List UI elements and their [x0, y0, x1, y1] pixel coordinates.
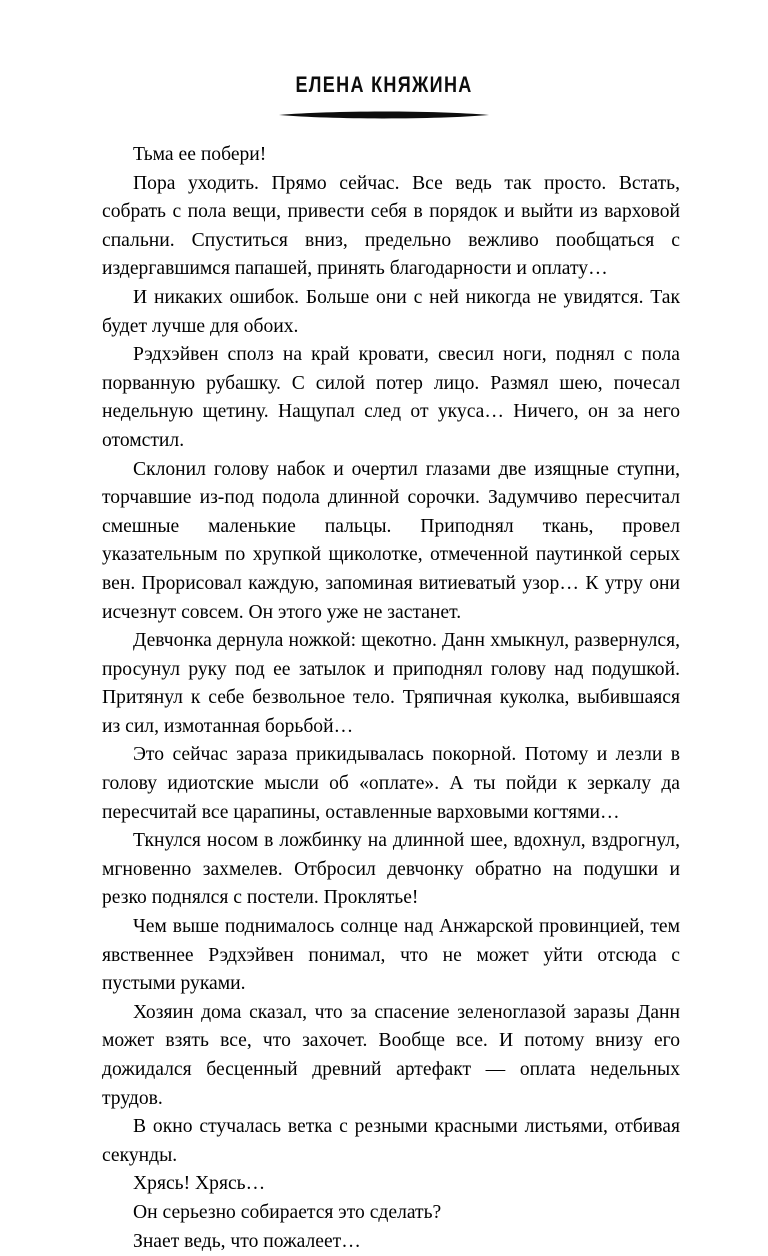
body-paragraph: Чем выше поднималось солнце над Анжарской провинцией, тем явственнее Рэдхэйвен понимал, что не может уйти отсюда с пустыми руками. — [102, 916, 680, 995]
body-paragraph: Знает ведь, что пожалеет… — [133, 1230, 361, 1252]
body-paragraph: Девчонка дернула ножкой: щекотно. Данн хмыкнул, развернулся, просунул руку под ее затылок и приподнял голову над подушкой. Притянул к себе безвольное тело. Тряпичная куколка, выбившаяся из сил, измотанная борьбой… — [102, 630, 680, 737]
body-paragraph: Хрясь! Хрясь… — [133, 1173, 266, 1195]
body-paragraph: Это сейчас зараза прикидывалась покорной. Потому и лезли в голову идиотские мысли об «оплате». А ты пойди к зеркалу да пересчитай все царапины, оставленные варховыми когтями… — [102, 744, 680, 823]
body-paragraph: Ткнулся носом в ложбинку на длинной шее, вдохнул, вздрогнул, мгновенно захмелев. Отбросил девчонку обратно на подушки и резко поднялся с постели. Проклятье! — [102, 830, 680, 909]
body-text — [102, 141, 680, 1256]
body-paragraph: И никаких ошибок. Больше они с ней никогда не увидятся. Так будет лучше для обоих. — [102, 286, 680, 337]
body-paragraph: Хозяин дома сказал, что за спасение зеленоглазой заразы Данн может взять все, что захочет. Вообще все. И потому внизу его дожидался бесценный древний артефакт — оплата недельных трудов. — [102, 1001, 680, 1109]
body-paragraph: Пора уходить. Прямо сейчас. Все ведь так просто. Встать, собрать с пола вещи, привести себя в порядок и выйти из варховой спальни. Спуститься вниз, предельно вежливо пообщаться с издергавшимся папашей, принять благодарности и оплату… — [102, 172, 680, 280]
body-paragraph: Он серьезно собирается это сделать? — [133, 1201, 442, 1223]
body-paragraph: Рэдхэйвен сполз на край кровати, свесил ноги, поднял с пола порванную рубашку. С силой потер лицо. Размял шею, почесал недельную щетину. Нащупал след от укуса… Ничего, он за него отомстил. — [102, 344, 680, 451]
body-paragraph: В окно стучалась ветка с резными красными листьями, отбивая секунды. — [102, 1116, 680, 1166]
lens-divider-ornament — [279, 110, 489, 120]
body-paragraph: Склонил голову набок и очертил глазами две изящные ступни, торчавшие из-под подола длинной сорочки. Задумчиво пересчитал смешные маленькие пальцы. Приподнял ткань, провел указательным по хрупкой щиколотке, отмеченной паутинкой серых вен. Прорисовал каждую, запоминая витиеватый узор… К утру они исчезнут совсем. Он этого уже не застанет. — [102, 458, 680, 623]
running-head — [0, 74, 768, 97]
running-head-title: ЕЛЕНА КНЯЖИНА — [295, 72, 473, 97]
body-paragraph: Тьма ее побери! — [133, 144, 267, 165]
